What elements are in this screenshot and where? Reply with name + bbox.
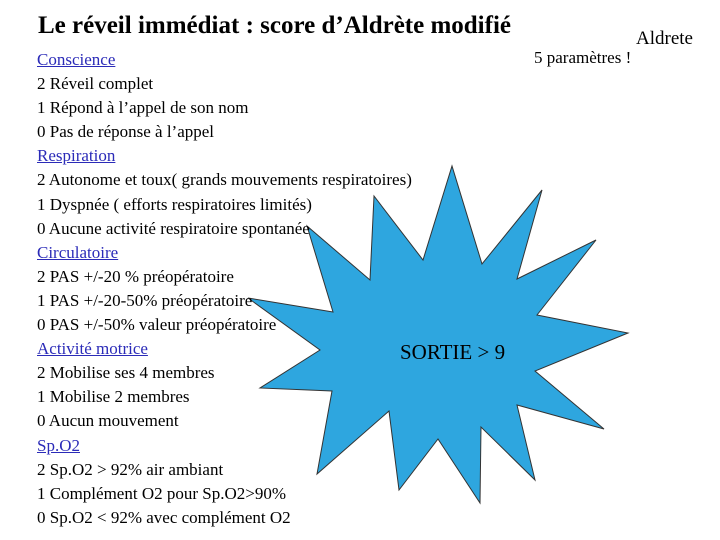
score-item: 2 PAS +/-20 % préopératoire [37,266,234,286]
section-heading[interactable]: Activité motrice [37,339,148,359]
score-item: 0 PAS +/-50% valeur préopératoire [37,315,277,335]
score-item: 1 PAS +/-20-50% préopératoire [37,290,253,310]
side-note-parametres: 5 paramètres ! [534,48,632,67]
score-item: 2 Réveil complet [37,74,154,94]
criteria-list [37,48,412,530]
section-heading[interactable]: Circulatoire [37,242,119,262]
score-item: 0 Aucune activité respiratoire spontanée [37,218,310,238]
score-item: 1 Complément O2 pour Sp.O2>90% [37,483,286,503]
section-heading[interactable]: Conscience [37,50,116,69]
score-item: 2 Mobilise ses 4 membres [37,363,215,383]
score-item: 0 Sp.O2 < 92% avec complément O2 [37,507,291,527]
sortie-threshold-label: SORTIE > 9 [400,340,506,364]
page-title: Le réveil immédiat : score d’Aldrète modifié [38,12,511,39]
section-heading[interactable]: Respiration [37,146,116,166]
score-item: 2 Sp.O2 > 92% air ambiant [37,459,224,479]
side-note-aldrete: Aldrete [636,28,693,49]
score-item: 1 Dyspnée ( efforts respiratoires limités) [37,194,312,214]
score-item: 2 Autonome et toux( grands mouvements respiratoires) [37,170,412,190]
section-heading[interactable]: Sp.O2 [37,435,80,455]
score-item: 0 Aucun mouvement [37,411,179,431]
score-item: 1 Répond à l’appel de son nom [37,98,249,118]
score-item: 1 Mobilise 2 membres [37,387,190,407]
score-item: 0 Pas de réponse à l’appel [37,122,215,142]
